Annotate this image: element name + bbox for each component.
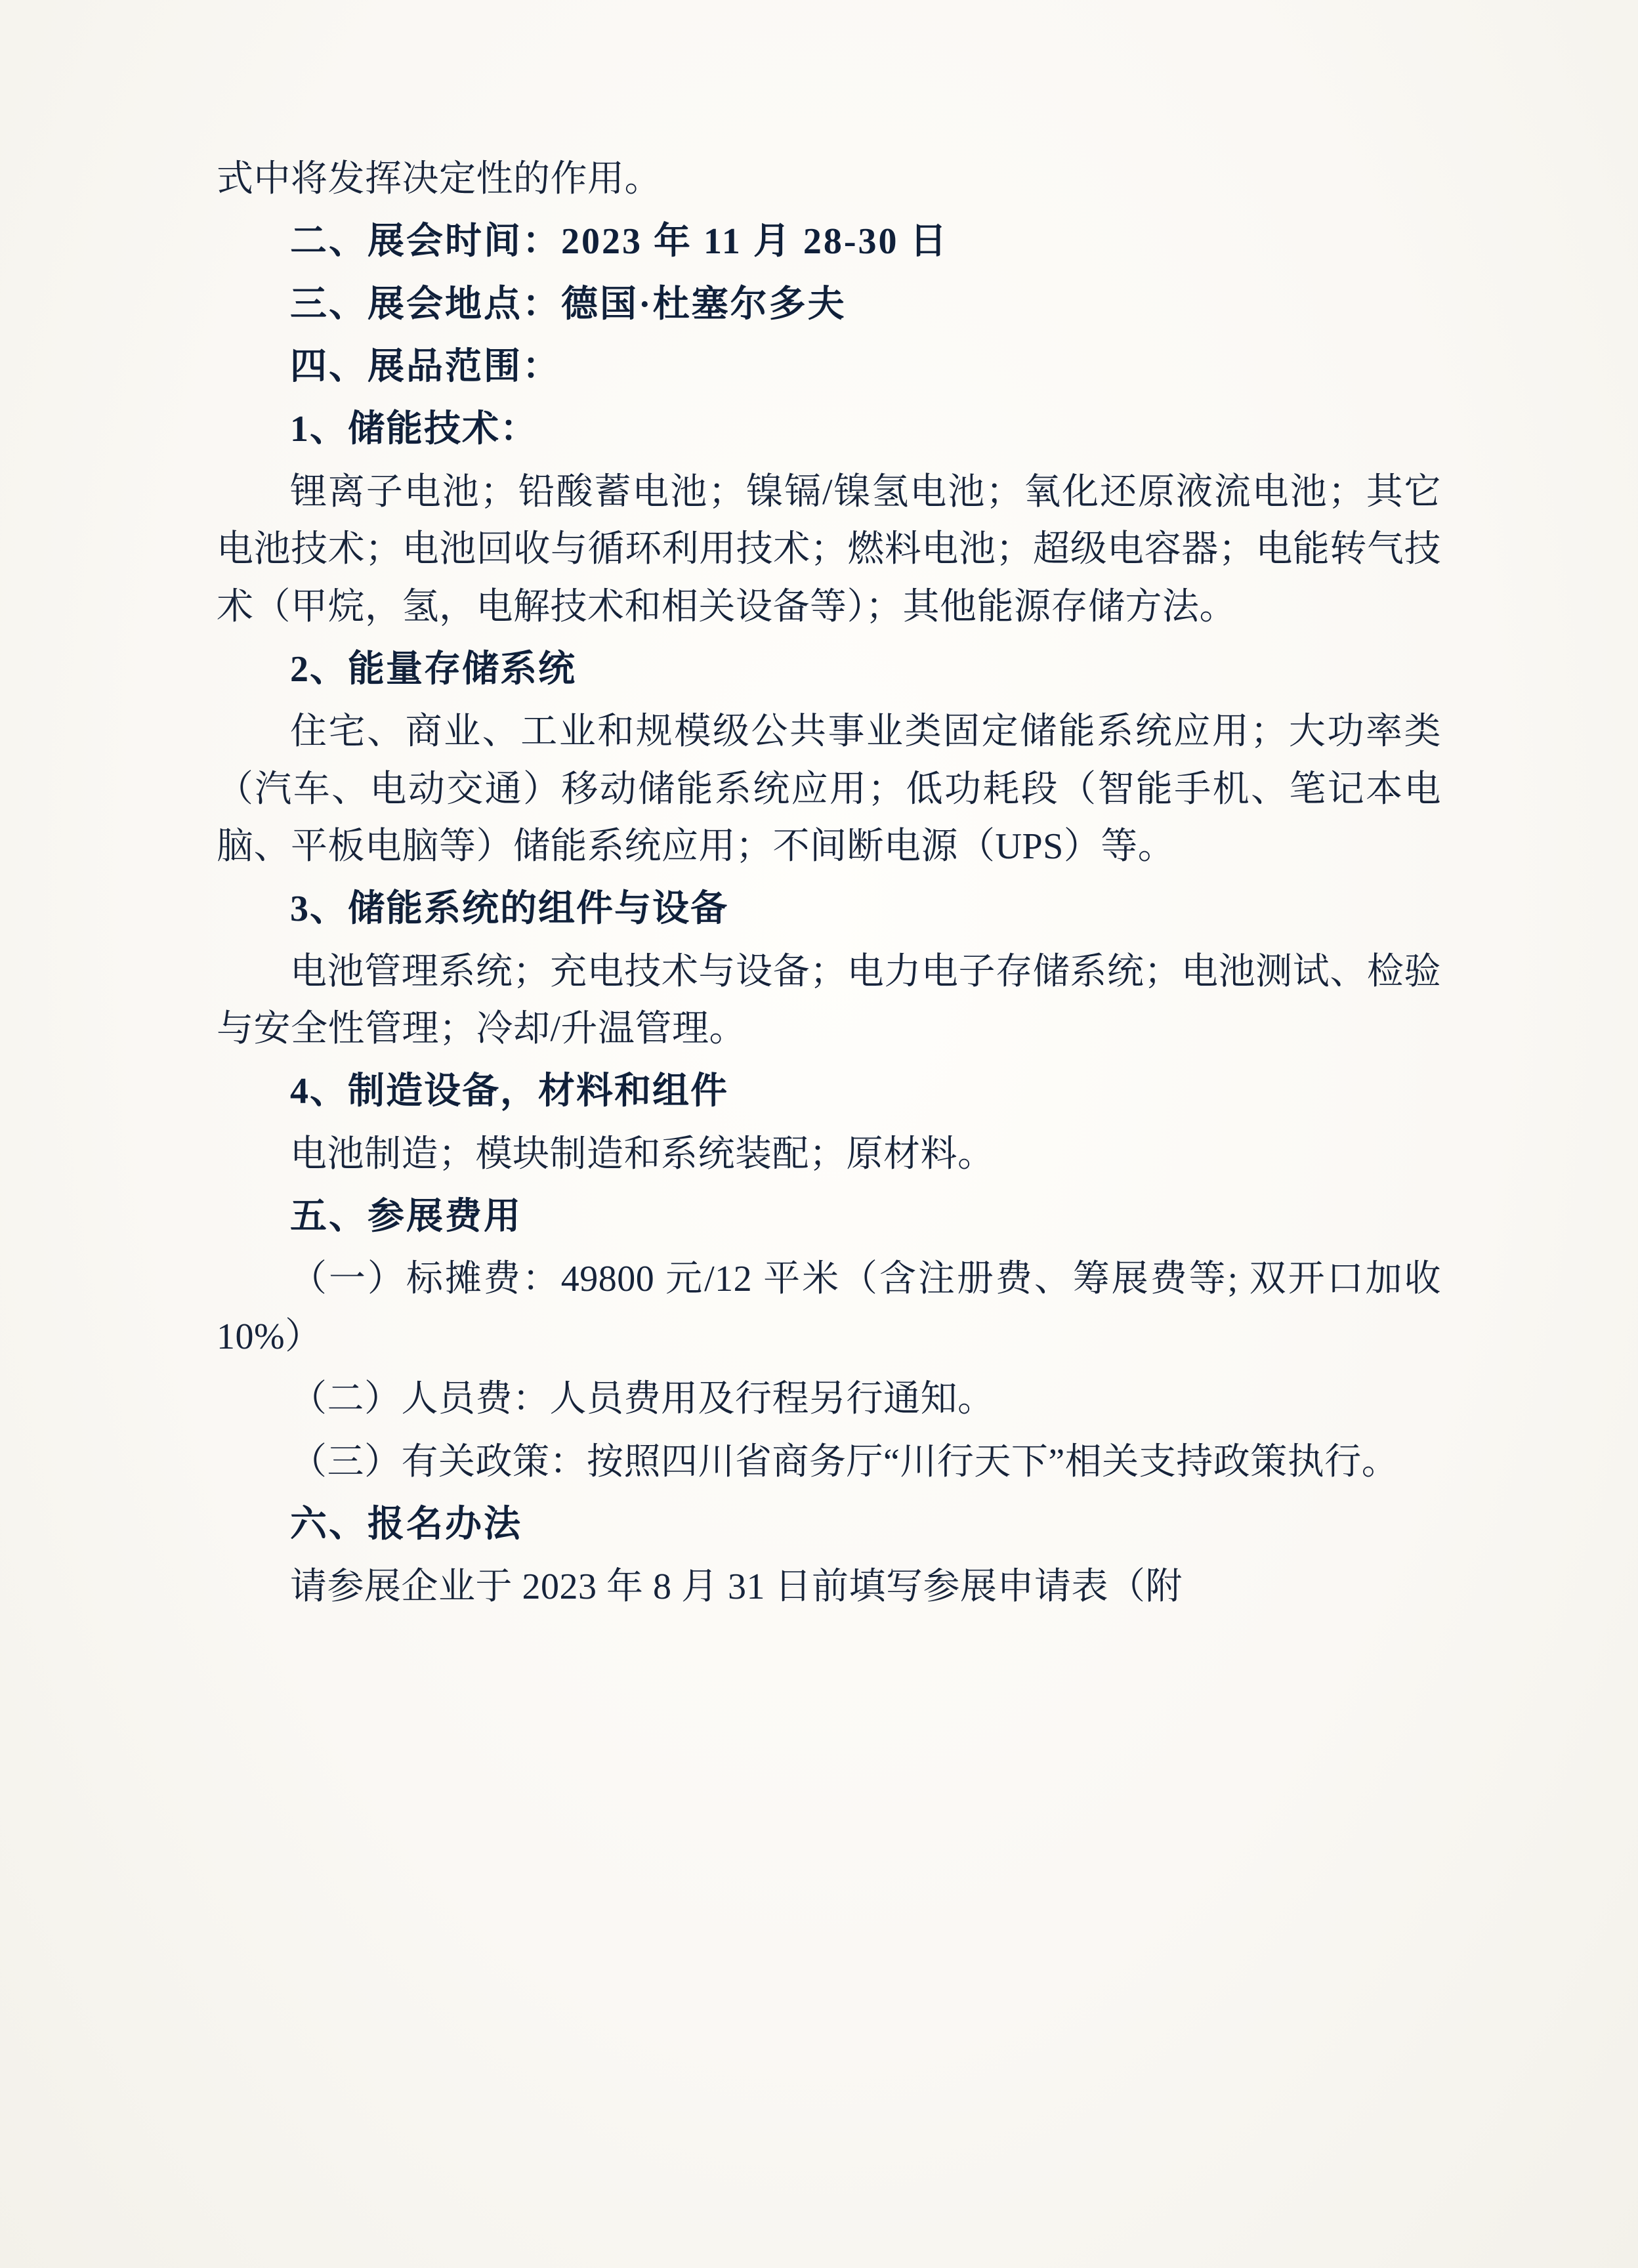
paragraph-fee-policy: （三）有关政策：按照四川省商务厅“川行天下”相关支持政策执行。	[290, 1441, 1399, 1482]
paragraph-storage-technology-body: 锂离子电池；铅酸蓄电池；镍镉/镍氢电池；氧化还原液流电池；其它电池技术；电池回收与循环利用技术；燃料电池；超级电容器；电能转气技术（甲烷，氢，电解技术和相关设备等）；其他能源存储方法。	[217, 471, 1441, 627]
section-heading-exhibit-scope: 四、展品范围：	[290, 346, 561, 388]
section-heading-exhibition-place: 三、展会地点：德国·杜塞尔多夫	[290, 284, 847, 325]
subsection-heading-storage-technology: 1、储能技术：	[290, 409, 538, 450]
paragraph-continuation: 式中将发挥决定性的作用。	[217, 159, 662, 200]
paragraph-manufacturing-equipment-body: 电池制造；模块制造和系统装配；原材料。	[290, 1133, 995, 1175]
document-body	[217, 151, 1441, 1616]
subsection-heading-components-equipment: 3、储能系统的组件与设备	[290, 889, 728, 930]
paragraph-fee-booth: （一）标摊费：49800 元/12 平米（含注册费、筹展费等; 双开口加收 10%）	[217, 1259, 1441, 1357]
paragraph-components-equipment-body: 电池管理系统；充电技术与设备；电力电子存储系统；电池测试、检验与安全性管理；冷却/升温管理。	[217, 951, 1441, 1050]
paragraph-registration-body: 请参展企业于 2023 年 8 月 31 日前填写参展申请表（附	[290, 1566, 1183, 1608]
section-heading-registration-method: 六、报名办法	[290, 1503, 522, 1545]
subsection-heading-manufacturing-equipment: 4、制造设备，材料和组件	[290, 1071, 728, 1112]
section-heading-exhibition-time: 二、展会时间：2023 年 11 月 28-30 日	[290, 221, 949, 262]
section-heading-participation-fee: 五、参展费用	[290, 1196, 522, 1238]
paragraph-fee-personnel: （二）人员费：人员费用及行程另行通知。	[290, 1379, 995, 1420]
paragraph-energy-storage-system-body: 住宅、商业、工业和规模级公共事业类固定储能系统应用；大功率类（汽车、电动交通）移动储能系统应用；低功耗段（智能手机、笔记本电脑、平板电脑等）储能系统应用；不间断电源（UPS）等。	[217, 711, 1441, 867]
subsection-heading-energy-storage-system: 2、能量存储系统	[290, 648, 576, 690]
